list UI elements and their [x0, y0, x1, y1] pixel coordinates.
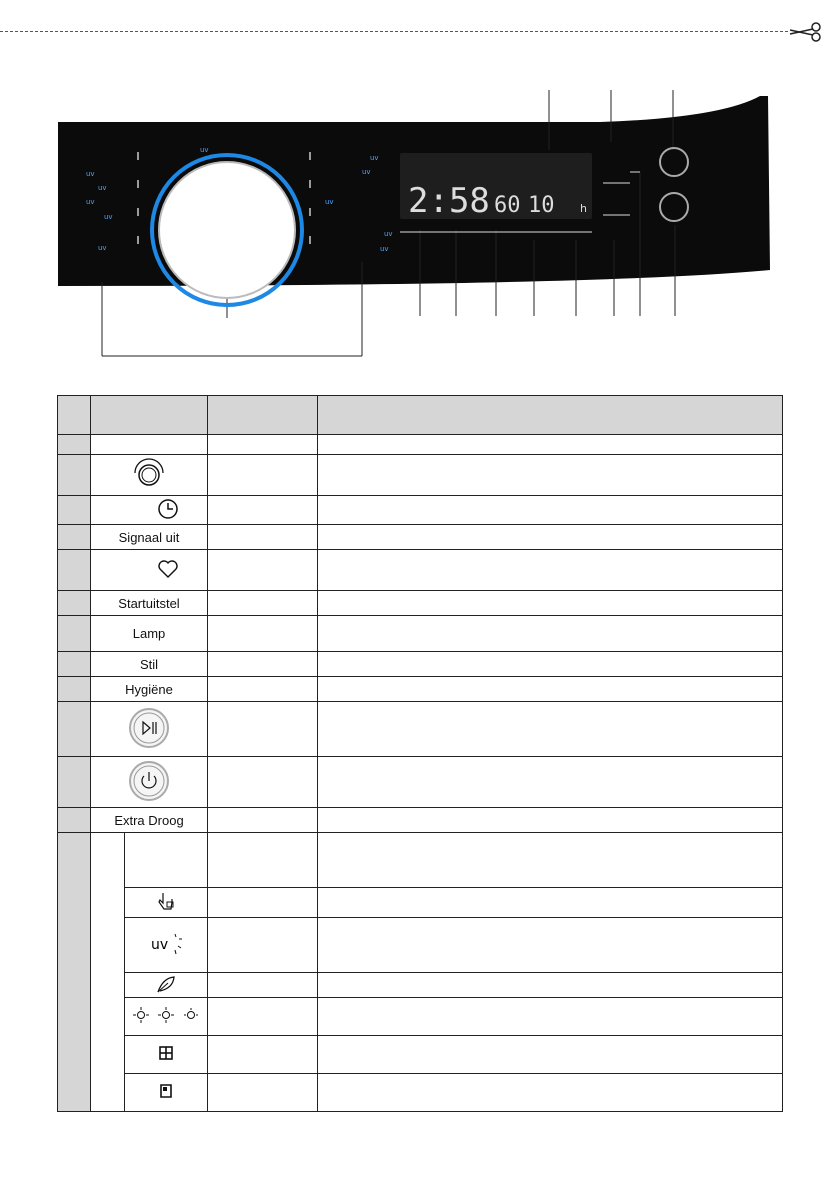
svg-text:uv: uv	[200, 146, 209, 154]
table-row	[58, 435, 783, 455]
group-cell	[91, 833, 125, 1112]
sun-levels-icon	[131, 1006, 201, 1027]
row-number-cell	[58, 702, 91, 757]
symbol-cell	[91, 496, 208, 525]
child-lock-icon	[156, 890, 176, 915]
table-row	[58, 496, 783, 525]
display-time: 2:58	[408, 181, 490, 221]
action-cell	[208, 833, 318, 888]
display-symbol-row	[58, 1036, 783, 1074]
start-pause-button-icon	[128, 707, 170, 752]
description-cell	[318, 455, 783, 496]
symbol-cell	[91, 757, 208, 808]
description-cell	[318, 918, 783, 973]
svg-text:uv: uv	[384, 230, 393, 238]
table-row	[58, 550, 783, 591]
legend-table	[57, 395, 783, 1112]
action-cell	[208, 702, 318, 757]
symbol-cell	[91, 591, 208, 616]
control-panel-diagram	[0, 80, 839, 380]
row-number-cell	[58, 616, 91, 652]
feather-icon	[155, 974, 177, 997]
display-symbol-row	[58, 833, 783, 888]
description-cell	[318, 808, 783, 833]
row-number-cell	[58, 435, 91, 455]
description-cell	[318, 973, 783, 998]
display-symbol-row	[58, 1074, 783, 1112]
symbol-cell	[91, 652, 208, 677]
action-cell	[208, 998, 318, 1036]
row-number-cell	[58, 455, 91, 496]
description-cell	[318, 591, 783, 616]
svg-text:uv: uv	[98, 184, 107, 192]
row-number-cell	[58, 808, 91, 833]
description-cell	[318, 757, 783, 808]
symbol-cell	[91, 550, 208, 591]
row-number-cell	[58, 677, 91, 702]
action-cell	[208, 525, 318, 550]
action-cell	[208, 973, 318, 998]
symbol-label: Startuitstel	[118, 595, 180, 611]
row-number-cell	[58, 550, 91, 591]
table-row	[58, 702, 783, 757]
display-symbol-row	[58, 918, 783, 973]
symbol-cell	[91, 525, 208, 550]
table-row	[58, 591, 783, 616]
svg-text:uv: uv	[86, 198, 95, 206]
display-unit: h	[580, 202, 587, 215]
symbol-cell	[91, 455, 208, 496]
row-number-cell	[58, 591, 91, 616]
action-cell	[208, 677, 318, 702]
action-cell	[208, 616, 318, 652]
row-number-cell	[58, 525, 91, 550]
symbol-cell	[91, 702, 208, 757]
table-row	[58, 677, 783, 702]
description-cell	[318, 888, 783, 918]
table-row	[58, 525, 783, 550]
symbol-cell	[125, 833, 208, 888]
action-cell	[208, 455, 318, 496]
symbol-cell	[91, 435, 208, 455]
symbol-cell	[125, 888, 208, 918]
table-header-row	[58, 396, 783, 435]
symbol-label: Lamp	[132, 626, 166, 641]
action-cell	[208, 591, 318, 616]
scissors-icon	[786, 22, 826, 42]
action-cell	[208, 496, 318, 525]
description-cell	[318, 702, 783, 757]
symbol-cell	[91, 616, 208, 652]
row-number-cell	[58, 833, 91, 1112]
display-symbol-row	[58, 973, 783, 998]
container-icon	[159, 1083, 173, 1102]
row-number-cell	[58, 652, 91, 677]
action-cell	[208, 757, 318, 808]
power-button-icon	[128, 760, 170, 805]
symbol-cell	[125, 1036, 208, 1074]
table-row	[58, 455, 783, 496]
symbol-cell	[125, 998, 208, 1036]
description-cell	[318, 435, 783, 455]
svg-text:uv: uv	[104, 213, 113, 221]
table-row	[58, 808, 783, 833]
description-cell	[318, 677, 783, 702]
table-row	[58, 616, 783, 652]
svg-text:uv: uv	[325, 198, 334, 206]
svg-text:uv: uv	[370, 154, 379, 162]
description-cell	[318, 525, 783, 550]
display-symbol-row	[58, 888, 783, 918]
symbol-label: Extra Droog	[114, 812, 184, 828]
action-cell	[208, 918, 318, 973]
row-number-cell	[58, 496, 91, 525]
description-cell	[318, 550, 783, 591]
action-cell	[208, 808, 318, 833]
description-cell	[318, 998, 783, 1036]
action-cell	[208, 435, 318, 455]
action-cell	[208, 1074, 318, 1112]
table-row	[58, 652, 783, 677]
action-cell	[208, 550, 318, 591]
description-cell	[318, 616, 783, 652]
description-cell	[318, 833, 783, 888]
svg-text:uv: uv	[362, 168, 371, 176]
description-cell	[318, 652, 783, 677]
table-row	[58, 757, 783, 808]
symbol-cell	[125, 1074, 208, 1112]
svg-text:uv: uv	[98, 244, 107, 252]
svg-text:uv: uv	[151, 936, 169, 953]
svg-text:uv: uv	[380, 245, 389, 253]
symbol-cell	[125, 973, 208, 998]
description-cell	[318, 1074, 783, 1112]
row-number-cell	[58, 757, 91, 808]
display-temperature: 60	[494, 193, 521, 218]
symbol-label: Stil	[139, 656, 159, 672]
uv-icon	[149, 930, 183, 961]
program-dial-icon	[127, 457, 171, 494]
action-cell	[208, 888, 318, 918]
heart-icon	[157, 559, 179, 582]
symbol-cell	[91, 808, 208, 833]
svg-text:uv: uv	[86, 170, 95, 178]
description-cell	[318, 496, 783, 525]
action-cell	[208, 1036, 318, 1074]
action-cell	[208, 652, 318, 677]
symbol-label: Hygiëne	[125, 681, 173, 697]
grid-icon	[159, 1046, 173, 1063]
symbol-label: Signaal uit	[118, 529, 180, 545]
clock-icon	[157, 498, 179, 523]
description-cell	[318, 1036, 783, 1074]
symbol-cell	[91, 677, 208, 702]
cut-line	[0, 31, 788, 32]
symbol-cell	[125, 918, 208, 973]
program-dial	[159, 162, 295, 298]
display-symbol-row	[58, 998, 783, 1036]
display-spin: 10	[528, 193, 555, 218]
